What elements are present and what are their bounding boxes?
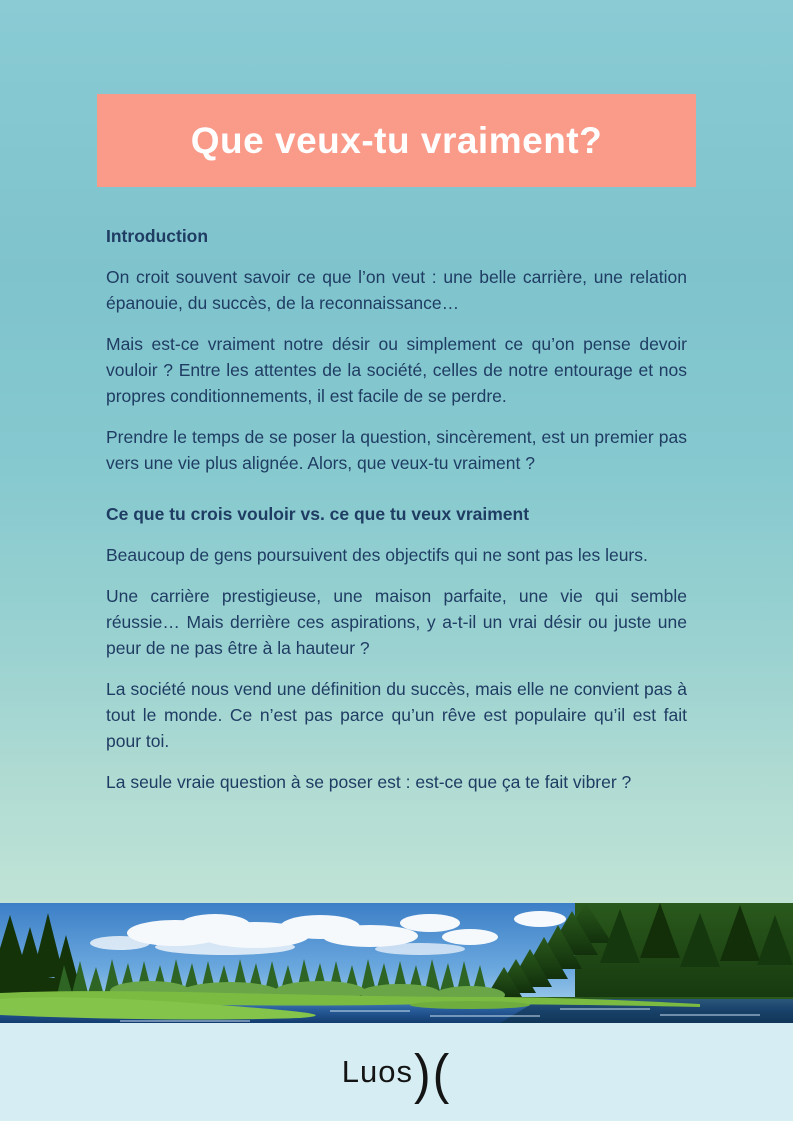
page-title: Que veux-tu vraiment? (190, 119, 603, 161)
luos-logo-parentheses-icon: )( (413, 1043, 452, 1105)
forest-lake-photo-illustration (0, 903, 793, 1023)
paragraph: Prendre le temps de se poser la question, sincèrement, est un premier pas vers une vie plus alignée. Alors, que veux-tu vraiment ? (106, 427, 687, 473)
article-content (106, 224, 687, 795)
forest-lake-photo (0, 903, 793, 1023)
luos-logo (341, 1043, 452, 1105)
paragraph: La seule vraie question à se poser est : est-ce que ça te fait vibrer ? (106, 772, 632, 792)
paragraph: On croit souvent savoir ce que l’on veut : une belle carrière, une relation épanouie, du succès, de la reconnaissance… (106, 267, 687, 313)
paragraph: La société nous vend une définition du succès, mais elle ne convient pas à tout le monde. Ce n’est pas parce qu’un rêve est populaire qu’il est fait pour toi. (106, 679, 687, 751)
paragraph: Mais est-ce vraiment notre désir ou simplement ce qu’on pense devoir vouloir ? Entre les attentes de la société, celles de notre entourage et nos propres conditionnements, il est facile de se perdre. (106, 334, 687, 406)
section-heading-introduction: Introduction (106, 226, 209, 246)
footer (0, 1023, 793, 1121)
luos-logo-text: Luos (341, 1054, 413, 1089)
title-banner (97, 94, 696, 187)
section-heading-crois-vouloir: Ce que tu crois vouloir vs. ce que tu veux vraiment (106, 504, 530, 524)
paragraph: Une carrière prestigieuse, une maison parfaite, une vie qui semble réussie… Mais derrière ces aspirations, y a-t-il un vrai désir ou juste une peur de ne pas être à la hauteur ? (106, 586, 687, 658)
paragraph: Beaucoup de gens poursuivent des objectifs qui ne sont pas les leurs. (106, 545, 648, 565)
